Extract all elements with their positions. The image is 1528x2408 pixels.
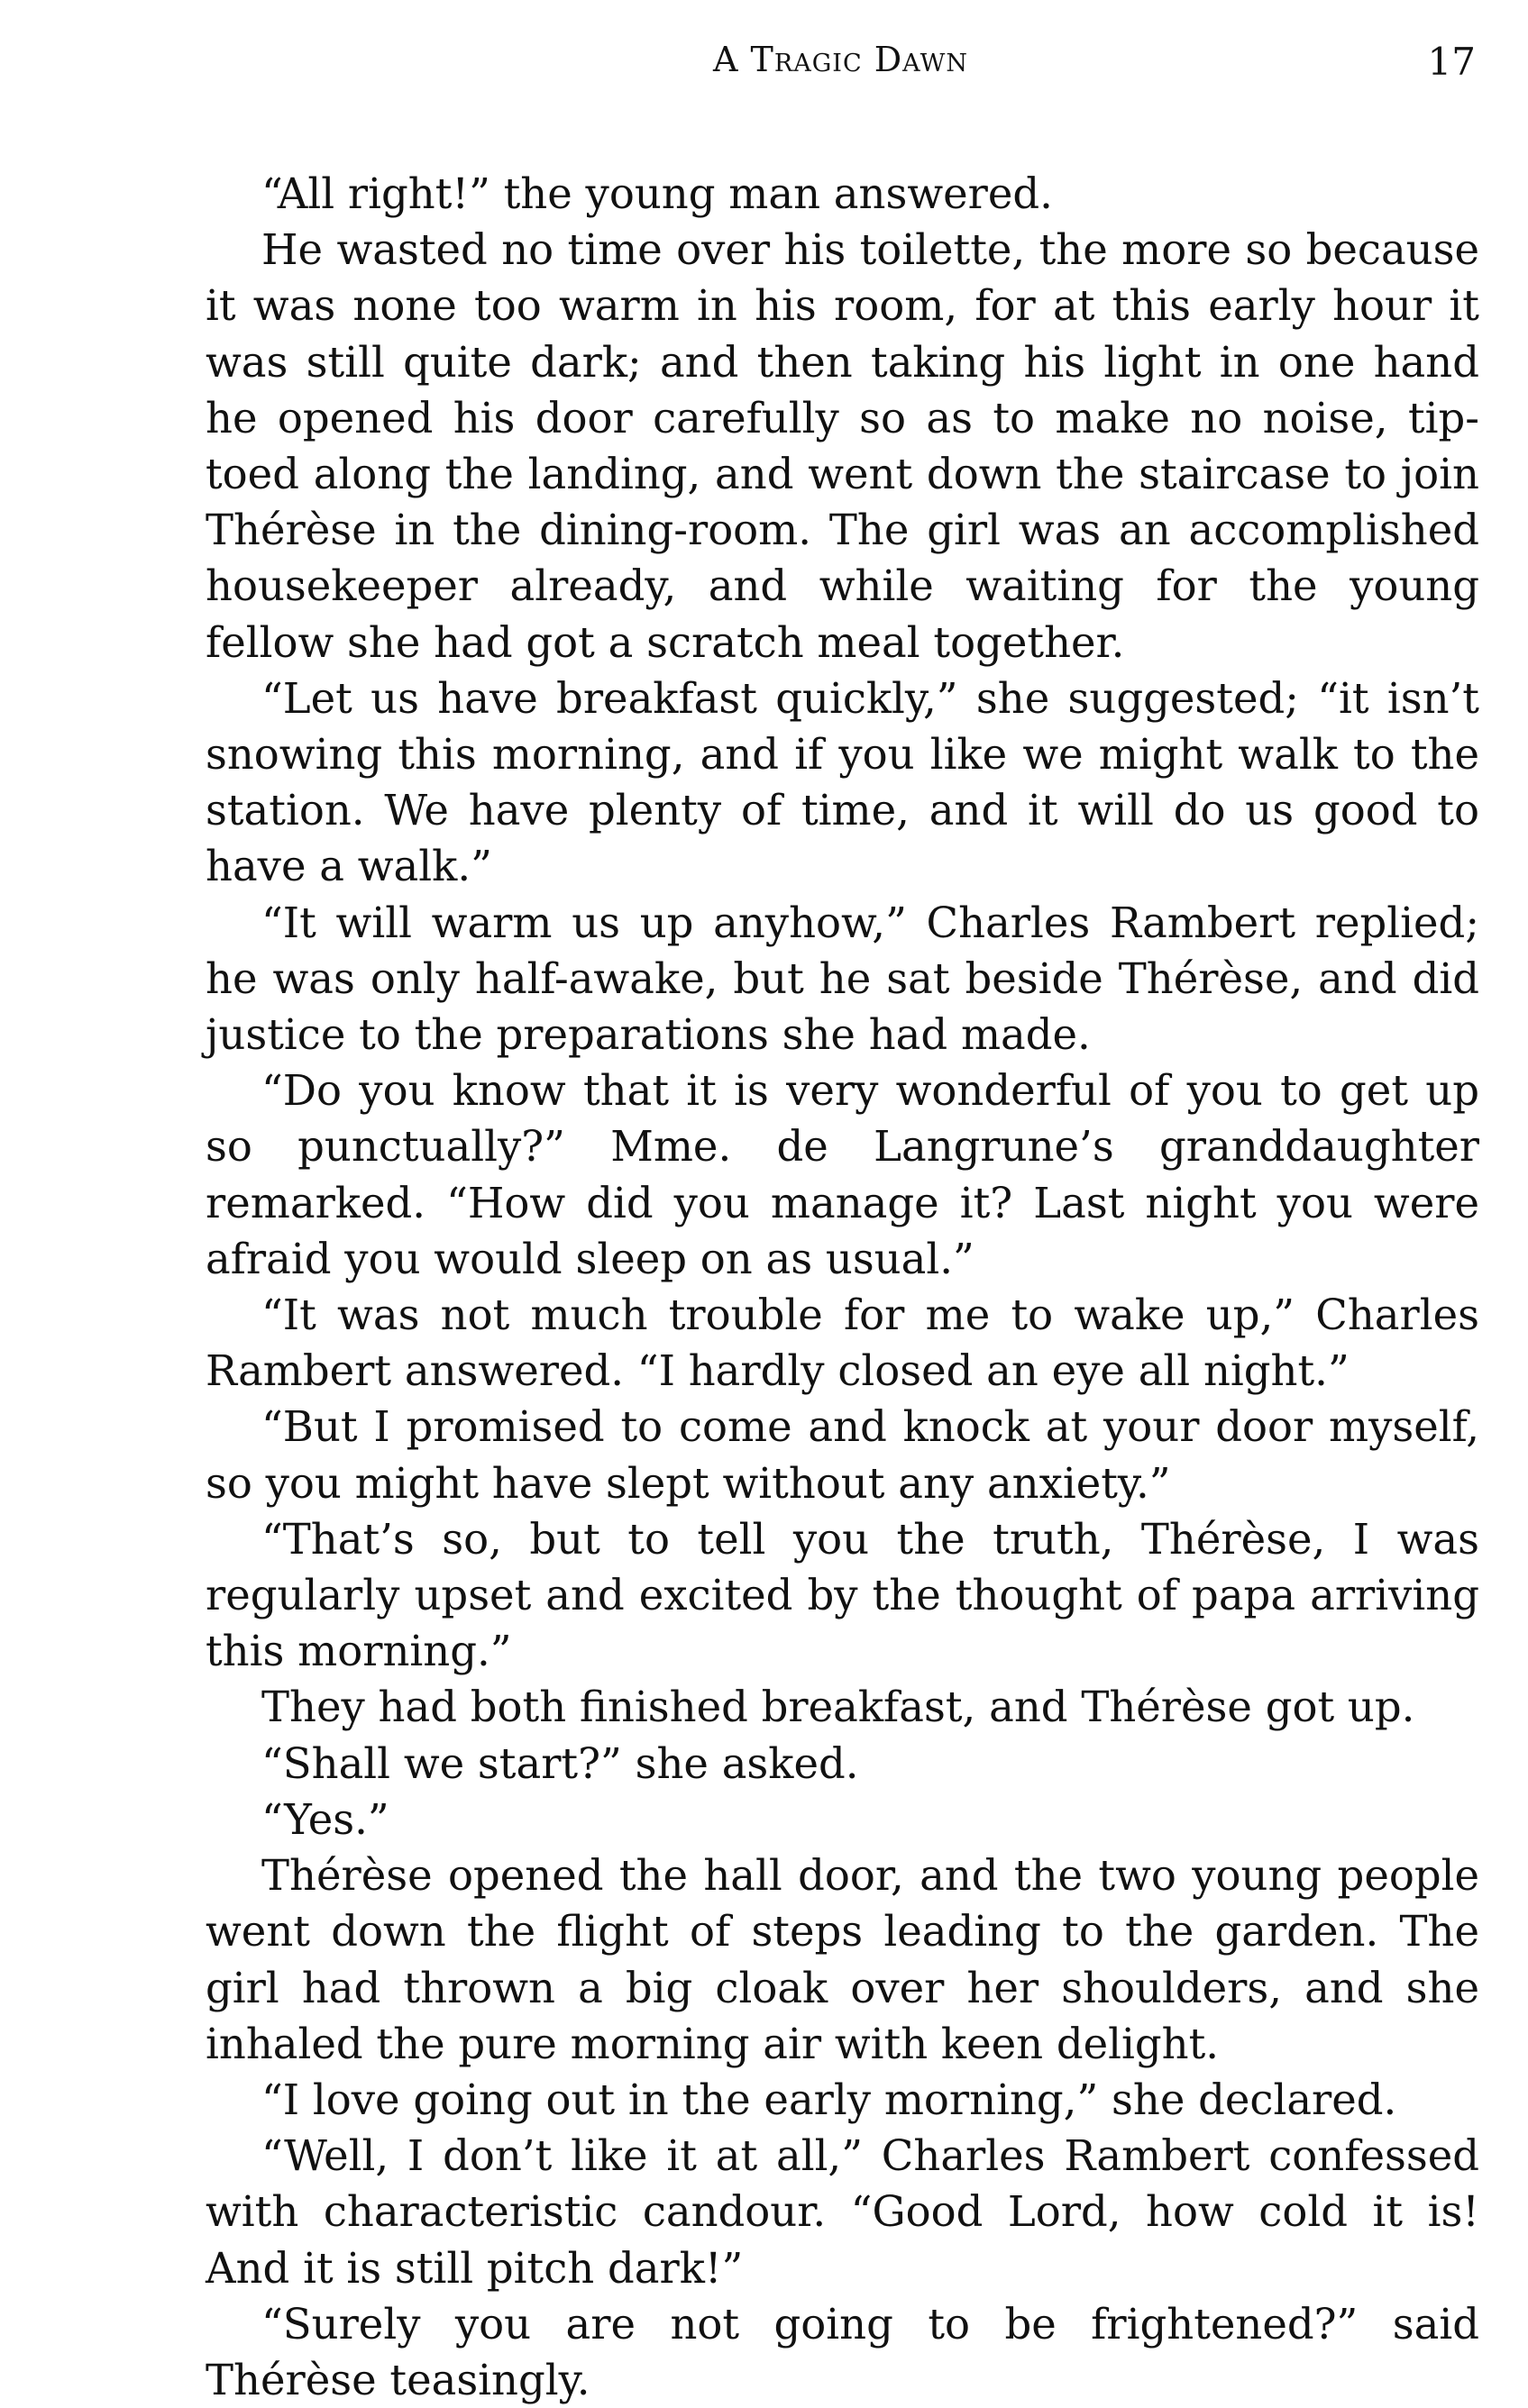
paragraph: “Well, I don’t like it at all,” Charles Rambert confessed with characteristic candour. “Good Lord, how cold it is! And it is still pitch dark!” [206,2131,1479,2293]
paragraph: “Let us have breakfast quickly,” she suggested; “it isn’t snowing this morning, and if you like we might walk to the station. We have plenty of time, and it will do us good to have a walk.” [206,673,1479,891]
paragraph: “It was not much trouble for me to wake up,” Charles Rambert answered. “I hardly closed an eye all night.” [206,1291,1479,1396]
page-header [206,40,1476,94]
paragraph: “It will warm us up anyhow,” Charles Rambert replied; he was only half-awake, but he sat beside Thérèse, and did justice to the preparations she had made. [206,898,1479,1060]
paragraph: “Shall we start?” she asked. [261,1738,859,1788]
paragraph: They had both finished breakfast, and Thérèse got up. [261,1683,1415,1732]
paragraph: Thérèse opened the hall door, and the two young people went down the flight of steps leading to the garden. The girl had thrown a big cloak over her shoulders, and she inhaled the pure morning air with keen delight. [206,1851,1479,2068]
paragraph: “Yes.” [261,1794,389,1844]
paragraph: “But I promised to come and knock at your door myself, so you might have slept without any anxiety.” [206,1402,1479,1508]
paragraph: “Surely you are not going to be frightened?” said Thérèse teasingly. [206,2299,1479,2404]
paragraph: “That’s so, but to tell you the truth, Thérèse, I was regularly upset and excited by the thought of papa arriving this morning.” [206,1514,1479,1676]
paragraph: “I love going out in the early morning,” she declared. [261,2075,1397,2124]
page-number: 17 [1427,40,1476,84]
paragraph: “Do you know that it is very wonderful of you to get up so punctually?” Mme. de Langrune’s granddaughter remarked. “How did you manage it? Last night you were afraid you would sleep on as usual.” [206,1066,1479,1283]
body-text [206,166,1479,2408]
paragraph: He wasted no time over his toilette, the more so because it was none too warm in his room, for at this early hour it was still quite dark; and then taking his light in one hand he opened his door carefully so as to make no noise, tip-toed along the landing, and went down the staircase to join Thérèse in the dining-room. The girl was an accomplished housekeeper already, and while waiting for the young fellow she had got a scratch meal together. [206,225,1479,667]
paragraph: “All right!” the young man answered. [261,169,1053,218]
running-title: A Tragic Dawn [713,40,968,79]
